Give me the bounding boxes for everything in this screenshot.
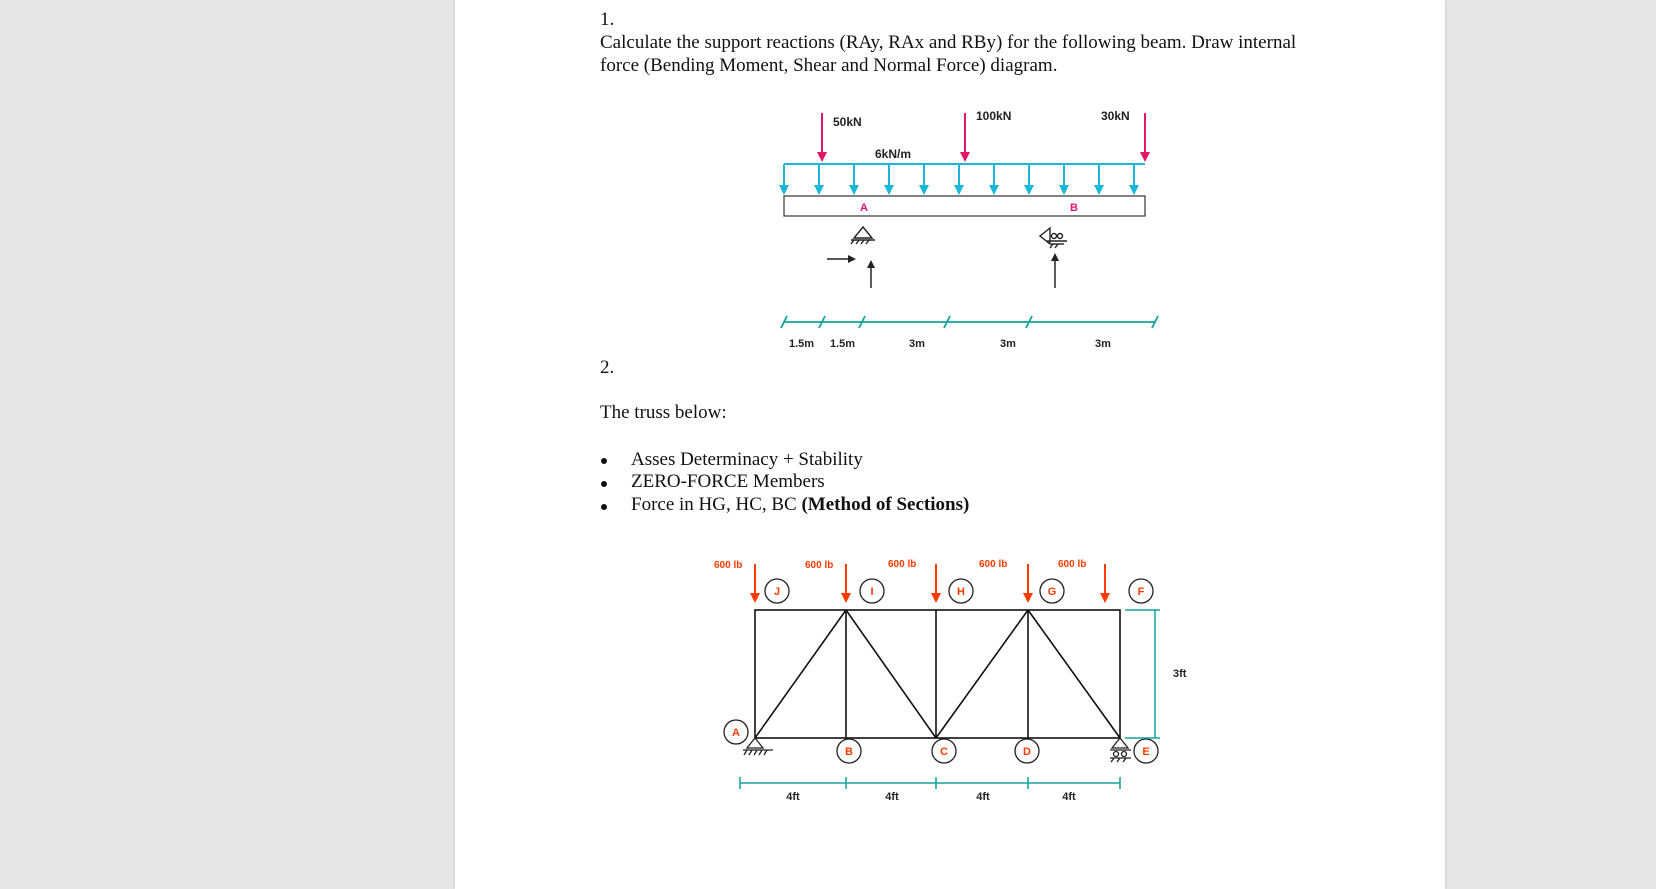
distributed-load-arrow — [1059, 164, 1069, 195]
truss-span-2: 4ft — [885, 791, 899, 803]
truss-load-arrow — [750, 564, 760, 603]
distributed-load-arrow — [1094, 164, 1104, 195]
problem2-intro: The truss below: — [600, 402, 727, 423]
problem1-question-line1: Calculate the support reactions (RAy, RAx and RBy) for the following beam. Draw internal — [600, 32, 1297, 53]
truss-span-dimension — [740, 777, 1120, 789]
dim-3: 3m — [909, 338, 925, 350]
reaction-by-arrow — [1051, 253, 1059, 288]
support-a-label: A — [860, 202, 868, 214]
distributed-load-arrow — [884, 164, 894, 195]
point-load-30kn — [1140, 113, 1150, 162]
bullet-1-text: Asses Determinacy + Stability — [631, 449, 863, 470]
bullet-2 — [631, 470, 825, 493]
document-page — [455, 0, 1445, 889]
truss-span-3: 4ft — [976, 791, 990, 803]
bullet-3-bold: (Method of Sections) — [801, 494, 970, 515]
distributed-load-arrows — [779, 164, 1139, 195]
bullet-1-dot — [601, 458, 607, 464]
reaction-ay-arrow — [867, 260, 875, 288]
node-g — [1040, 579, 1064, 603]
truss-load-label: 600 lb — [714, 560, 743, 571]
svg-text:D: D — [1023, 746, 1031, 758]
bullet-3-dot — [601, 504, 607, 510]
support-b-label: B — [1070, 202, 1078, 214]
bullet-1 — [631, 448, 863, 471]
node-a — [724, 720, 748, 744]
truss-load-label: 600 lb — [805, 560, 834, 571]
truss-load-arrow — [1100, 564, 1110, 603]
truss-diagram — [455, 550, 1445, 889]
node-e — [1134, 739, 1158, 763]
bullet-2-dot — [601, 481, 607, 487]
truss-roller-support-e — [1110, 738, 1131, 762]
svg-text:H: H — [957, 586, 965, 598]
dim-2: 1.5m — [830, 338, 856, 350]
node-f — [1129, 579, 1153, 603]
svg-text:A: A — [732, 727, 740, 739]
truss-pin-support-a — [743, 738, 773, 755]
bullet-2-text: ZERO-FORCE Members — [631, 471, 825, 492]
node-b — [837, 739, 861, 763]
svg-text:B: B — [845, 746, 853, 758]
label-50kn: 50kN — [833, 115, 862, 129]
truss-height-dimension — [1125, 610, 1160, 738]
truss-members — [755, 610, 1120, 738]
svg-text:F: F — [1137, 586, 1145, 598]
beam — [784, 196, 1145, 216]
label-30kn: 30kN — [1101, 109, 1130, 123]
dim-1: 1.5m — [789, 338, 815, 350]
dim-4: 3m — [1000, 338, 1016, 350]
beam-diagram — [455, 0, 1445, 360]
distributed-load-arrow — [954, 164, 964, 195]
problem2-number: 2. — [600, 357, 615, 378]
point-load-100kn — [960, 113, 970, 162]
truss-load-label: 600 lb — [979, 559, 1008, 570]
bullet-3 — [631, 493, 969, 516]
distributed-load-arrow — [779, 164, 789, 195]
truss-load-arrow — [1023, 564, 1033, 603]
truss-load-arrow — [841, 564, 851, 603]
distributed-load-arrow — [1129, 164, 1139, 195]
distributed-load-arrow — [849, 164, 859, 195]
svg-text:G: G — [1047, 586, 1057, 598]
truss-load-arrow — [931, 564, 941, 603]
roller-support-b — [1040, 228, 1067, 248]
reaction-ax-arrow — [827, 255, 856, 263]
node-j — [765, 579, 789, 603]
svg-text:J: J — [773, 586, 781, 598]
node-h — [949, 579, 973, 603]
svg-text:C: C — [940, 746, 948, 758]
distributed-load-arrow — [1024, 164, 1034, 195]
label-distributed-load: 6kN/m — [875, 147, 912, 161]
node-c — [932, 739, 956, 763]
truss-span-4: 4ft — [1062, 791, 1076, 803]
dim-5: 3m — [1095, 338, 1111, 350]
problem1-question-line2: force (Bending Moment, Shear and Normal Force) diagram. — [600, 55, 1058, 76]
truss-load-label: 600 lb — [888, 559, 917, 570]
distributed-load-arrow — [814, 164, 824, 195]
node-i — [860, 579, 884, 603]
svg-text:I: I — [870, 586, 874, 598]
distributed-load-arrow — [919, 164, 929, 195]
label-100kn: 100kN — [976, 109, 1012, 123]
point-load-50kn — [817, 113, 827, 162]
truss-span-1: 4ft — [786, 791, 800, 803]
pin-support-a — [851, 227, 875, 244]
truss-height-label: 3ft — [1173, 668, 1187, 680]
problem1-number: 1. — [600, 9, 615, 30]
svg-text:E: E — [1142, 746, 1150, 758]
node-d — [1015, 739, 1039, 763]
bullet-3-text: Force in HG, HC, BC — [631, 494, 802, 515]
truss-load-label: 600 lb — [1058, 559, 1087, 570]
distributed-load-arrow — [989, 164, 999, 195]
beam-dimension-line — [781, 316, 1158, 328]
